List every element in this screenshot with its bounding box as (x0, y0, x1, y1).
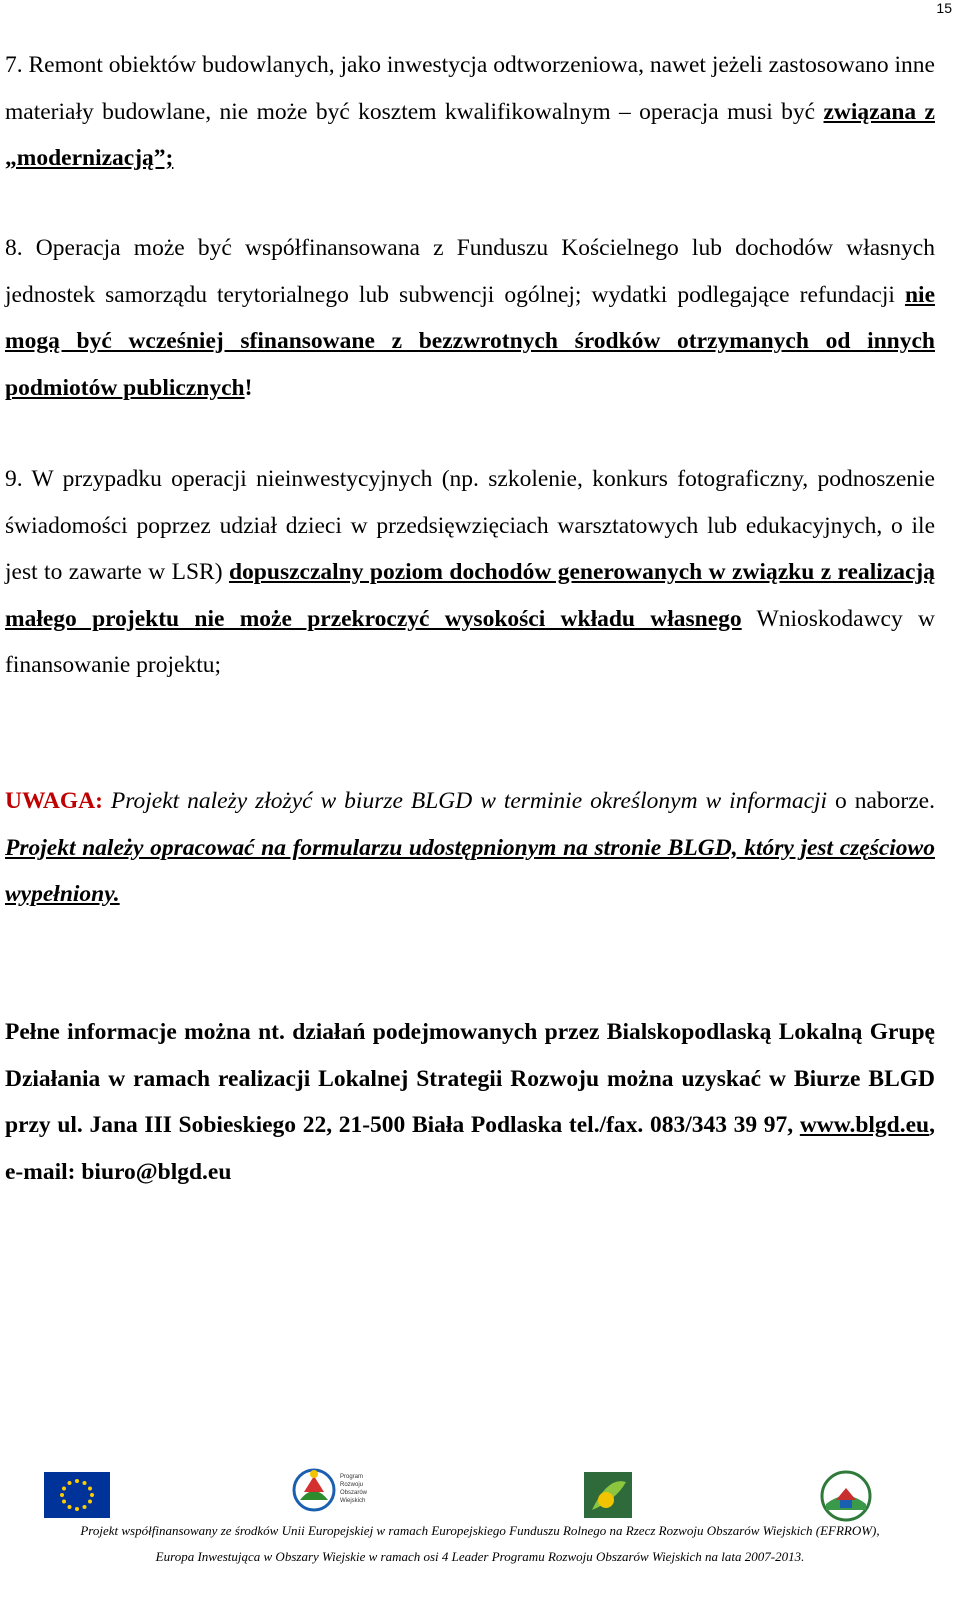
footer-line-1: Projekt współfinansowany ze środków Unii Europejskiej w ramach Europejskiego Funduszu Rolnego na Rzecz Rozwoju Obszarów Wiejskich (EFRROW), (80, 1523, 880, 1538)
p7-underlined: związana z „modernizacją”; (5, 98, 935, 171)
footer-line-2: Europa Inwestująca w Obszary Wiejskie w ramach osi 4 Leader Programu Rozwoju Obszarów Wiejskich na lata 2007-2013. (155, 1549, 805, 1564)
note-paragraph (5, 778, 935, 918)
p9-end: Wnioskodawcy w finansowanie projektu; (5, 605, 935, 678)
p7-text: 7. Remont obiektów budowlanych, jako inwestycja odtworzeniowa, nawet jeżeli zastosowano inne materiały budowlane, nie może być kosztem kwalifikowalnym – operacja musi być (5, 52, 935, 125)
page-number: 15 (936, 0, 952, 16)
leader-logo (582, 1470, 636, 1522)
svg-text:Rozwoju: Rozwoju (340, 1482, 364, 1488)
contact-text: Pełne informacje można nt. działań podejmowanych przez Bialskopodlaską Lokalną Grupę Działania w ramach realizacji Lokalnej Strategii Rozwoju można uzyskać w Biurze BLGD przy ul. Jana III Sobieskiego 22, 21-500 Biała Podlaska tel./fax. 083/343 39 97, (5, 1019, 935, 1138)
note-underlined: Projekt należy opracować na formularzu udostępnionym na stronie BLGD, który jest częściowo wypełniony. (5, 834, 935, 907)
note-plain: o naborze. (827, 788, 935, 814)
p9-underlined: dopuszczalny poziom dochodów generowanych w związku z realizacją małego projektu nie może przekroczyć wysokości wkładu własnego (5, 559, 935, 632)
paragraph-8 (5, 225, 935, 411)
p8-end: ! (244, 374, 253, 401)
note-label: UWAGA: (5, 788, 103, 814)
paragraph-7 (5, 42, 935, 182)
footer-logos (0, 1468, 960, 1528)
p8-underlined: nie mogą być wcześniej sfinansowane z bezzwrotnych środków otrzymanych od innych podmiotów publicznych (5, 281, 935, 401)
prow-logo (290, 1462, 380, 1524)
svg-text:Wiejskich: Wiejskich (340, 1498, 366, 1504)
lgd-logo (818, 1470, 874, 1522)
paragraph-9 (5, 456, 935, 689)
p9-text: 9. W przypadku operacji nieinwestycyjnych (np. szkolenie, konkurs fotograficzny, podnoszenie świadomości poprzez udział dzieci w przedsięwzięciach warsztatowych lub edukacyjnych, o ile jest to zawarte w LSR) (5, 466, 935, 585)
svg-text:Program: Program (340, 1474, 364, 1480)
eu-flag-icon (44, 1472, 110, 1518)
p8-text: 8. Operacja może być współfinansowana z Funduszu Kościelnego lub dochodów własnych jednostek samorządu terytorialnego lub subwencji ogólnej; wydatki podlegające refundacji (5, 235, 935, 308)
contact-end: , e-mail: biuro@blgd.eu (5, 1112, 935, 1185)
contact-paragraph (5, 1009, 935, 1195)
website-link[interactable]: www.blgd.eu (799, 1112, 930, 1138)
note-italic: Projekt należy złożyć w biurze BLGD w terminie określonym w informacji (102, 788, 828, 814)
svg-text:Obszarów: Obszarów (340, 1490, 368, 1496)
